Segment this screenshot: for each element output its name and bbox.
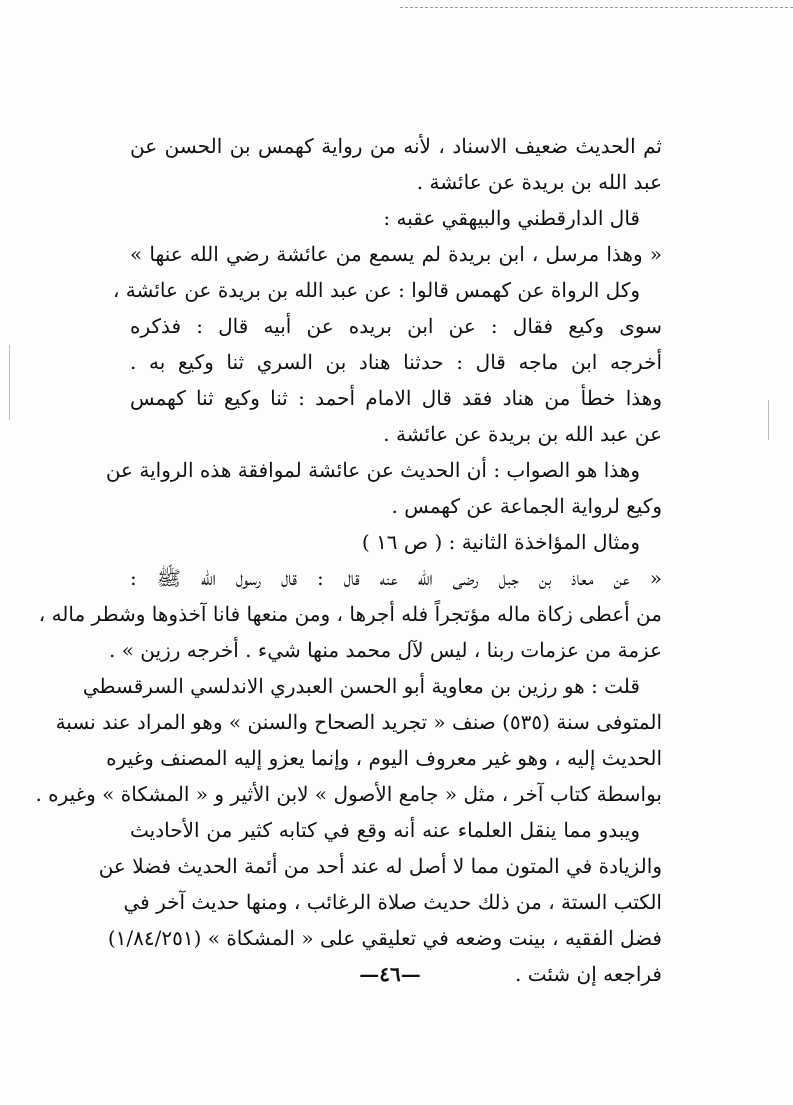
text-line: عبد الله بن بريدة عن عائشة . xyxy=(416,170,662,194)
text-line: وهذا هو الصواب : أن الحديث عن عائشة لموافقة هذه الرواية عن xyxy=(105,458,640,482)
section-heading: ومثال المؤاخذة الثانية : ( ص ١٦ ) xyxy=(361,530,640,554)
text-line: سوى وكيع فقال : عن ابن بريده عن أبيه قال : فذكره xyxy=(130,314,662,338)
text-line: ويبدو مما ينقل العلماء عنه أنه وقع في كتابه كثير من الأحاديث xyxy=(130,818,640,842)
hadith-quote-line: « عن معاذ بن جبل رضى الله عنه قال : قال رسول الله ﷺ : xyxy=(130,566,662,590)
text-line: عن عبد الله بن بريدة عن عائشة . xyxy=(383,422,662,446)
text-line: فراجعه إن شئت . xyxy=(515,962,662,986)
text-line: وكل الرواة عن كهمس قالوا : عن عبد الله بن بريدة عن عائشة ، xyxy=(112,278,640,302)
text-line: ثم الحديث ضعيف الاسناد ، لأنه من رواية كهمس بن الحسن عن xyxy=(130,134,662,158)
right-margin-mark xyxy=(768,400,769,440)
text-line: وكيع لرواية الجماعة عن كهمس . xyxy=(391,494,662,518)
hadith-quote-line: عزمة من عزمات ربنا ، ليس لآل محمد منها شيء . أخرجه رزين » . xyxy=(109,638,662,662)
text-line: قلت : هو رزين بن معاوية أبو الحسن العبدري الاندلسي السرقسطي xyxy=(82,674,640,698)
text-line: وهذا خطأ من هناد فقد قال الامام أحمد : ثنا وكيع ثنا كهمس xyxy=(130,386,662,410)
text-body xyxy=(35,128,662,992)
text-line: الكتب الستة ، من ذلك حديث صلاة الرغائب ، ومنها حديث آخر في xyxy=(123,890,662,914)
text-line: أخرجه ابن ماجه قال : حدثنا هناد بن السري ثنا وكيع به . xyxy=(130,350,662,374)
text-line: الحديث إليه ، وهو غير معروف اليوم ، وإنما يعزو إليه المصنف وغيره xyxy=(106,746,662,770)
text-line: والزيادة في المتون مما لا أصل له عند أحد من أئمة الحديث فضلا عن xyxy=(98,854,662,878)
text-line: « وهذا مرسل ، ابن بريدة لم يسمع من عائشة رضي الله عنها » xyxy=(130,242,662,266)
text-line: قال الدارقطني والبيهقي عقبه : xyxy=(383,206,640,230)
top-rule xyxy=(400,7,793,8)
page-number: —٤٦— xyxy=(359,962,421,986)
text-line: بواسطة كتاب آخر ، مثل « جامع الأصول » لابن الأثير و « المشكاة » وغيره . xyxy=(35,782,662,806)
text-line: المتوفى سنة (٥٣٥) صنف « تجريد الصحاح والسنن » وهو المراد عند نسبة xyxy=(55,710,662,734)
text-line: فضل الفقيه ، بينت وضعه في تعليقي على « المشكاة » (١/٨٤/٢٥١) xyxy=(107,926,662,950)
hadith-quote-line: من أعطى زكاة ماله مؤتجراً فله أجرها ، ومن منعها فانا آخذوها وشطر ماله ، xyxy=(38,602,662,626)
left-margin-mark xyxy=(9,345,10,420)
